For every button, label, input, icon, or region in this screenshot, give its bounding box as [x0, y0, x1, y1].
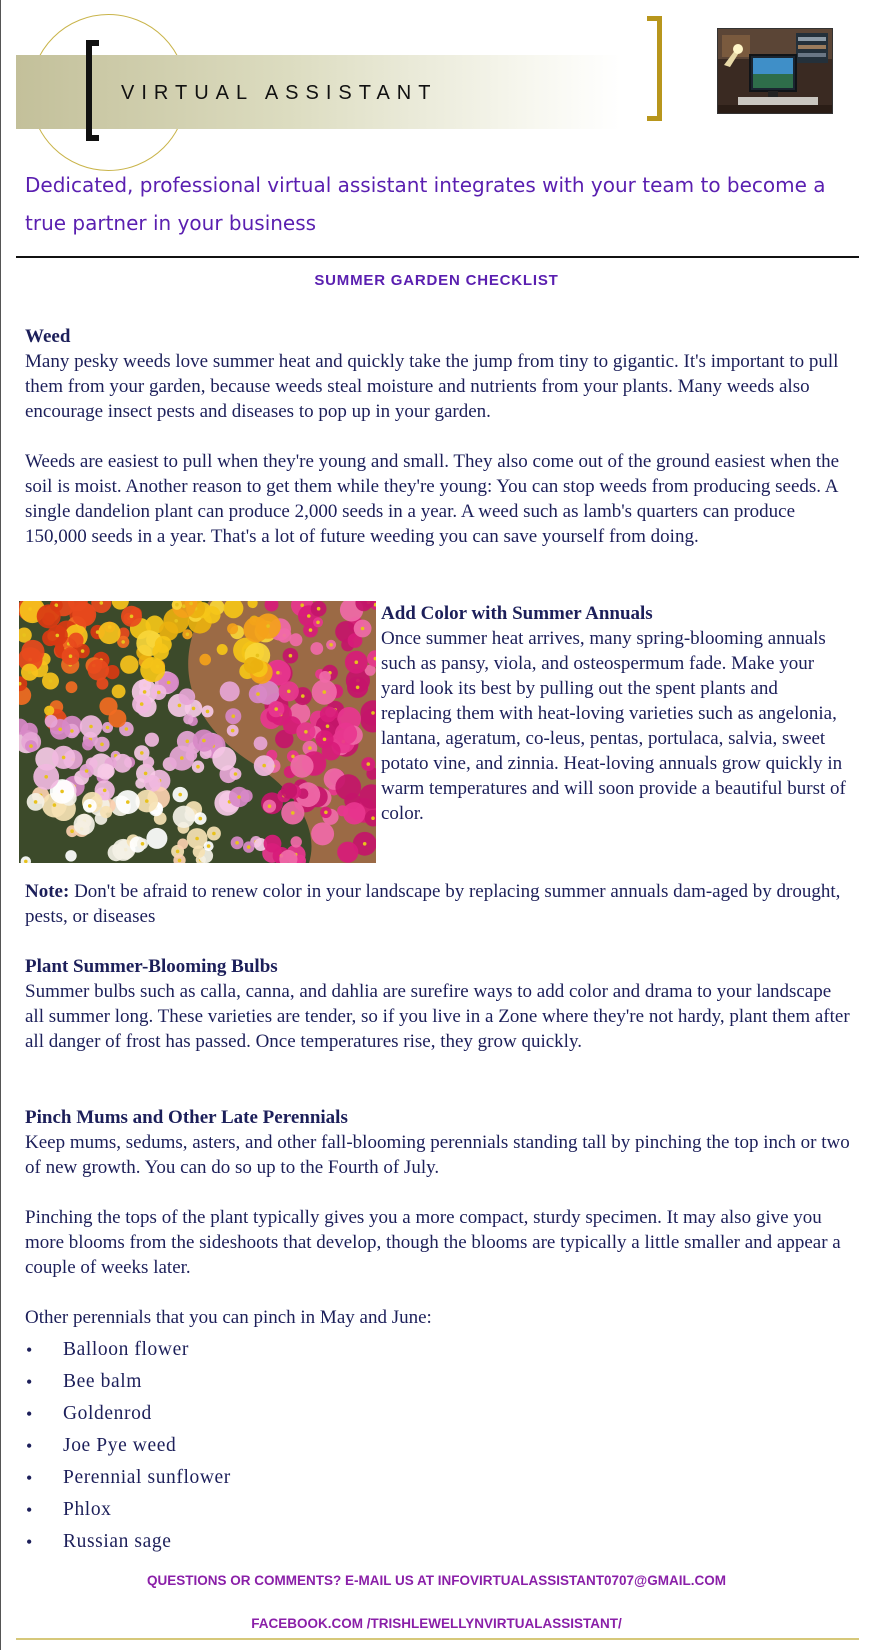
note-paragraph	[25, 879, 850, 929]
list-item: • Phlox	[25, 1494, 625, 1526]
weed-section	[25, 324, 850, 549]
bulbs-heading: Plant Summer-Blooming Bulbs	[25, 956, 278, 977]
tagline: Dedicated, professional virtual assistant integrates with your team to become a true partner in your business	[25, 173, 826, 235]
page-border	[0, 0, 1, 1650]
list-item: • Perennial sunflower	[25, 1462, 625, 1494]
pinch-heading: Pinch Mums and Other Late Perennials	[25, 1107, 348, 1128]
article-title: SUMMER GARDEN CHECKLIST	[314, 272, 559, 289]
bullet-icon: •	[26, 1468, 33, 1488]
list-item: • Russian sage	[25, 1526, 625, 1558]
list-item: • Joe Pye weed	[25, 1430, 625, 1462]
flower-bed-photo	[19, 601, 376, 863]
weed-paragraph-1: Many pesky weeds love summer heat and quickly take the jump from tiny to gigantic. It's important to pull them from your garden, because weeds steal moisture and nutrients from your plants. Many weeds also encourage insect pests and diseases to pop up in your garden.	[25, 351, 839, 422]
list-item: • Balloon flower	[25, 1334, 625, 1366]
list-item: • Bee balm	[25, 1366, 625, 1398]
bullet-icon: •	[26, 1532, 33, 1552]
left-bracket-ornament	[86, 40, 99, 141]
note-section	[25, 879, 850, 929]
footer-divider	[16, 1638, 859, 1640]
weed-heading: Weed	[25, 326, 71, 347]
list-item: • Goldenrod	[25, 1398, 625, 1430]
header-divider	[16, 256, 859, 258]
right-bracket-ornament	[647, 16, 662, 121]
note-label: Note:	[25, 881, 70, 902]
contact-email-line[interactable]: QUESTIONS OR COMMENTS? E-MAIL US AT INFOVIRTUALASSISTANT0707@GMAIL.COM	[147, 1573, 726, 1588]
annuals-heading: Add Color with Summer Annuals	[381, 603, 653, 624]
pinch-section	[25, 1105, 850, 1330]
logo-title: VIRTUAL ASSISTANT	[121, 82, 438, 104]
bullet-icon: •	[26, 1340, 33, 1360]
facebook-link[interactable]: FACEBOOK.COM /TRISHLEWELLYNVIRTUALASSISTANT/	[251, 1616, 622, 1631]
annuals-section	[381, 601, 851, 826]
pinch-paragraph-1: Keep mums, sedums, asters, and other fall-blooming perennials standing tall by pinching the top inch or two of new growth. You can do so up to the Fourth of July.	[25, 1132, 850, 1178]
bulbs-section	[25, 954, 850, 1054]
bullet-icon: •	[26, 1372, 33, 1392]
bulbs-paragraph: Summer bulbs such as calla, canna, and dahlia are surefire ways to add color and drama to your landscape all summer long. These varieties are tender, so if you live in a Zone where they're not hardy, plant them after all danger of frost has passed. Once temperatures rise, they grow quickly.	[25, 981, 850, 1052]
pinch-paragraph-2: Pinching the tops of the plant typically gives you a more compact, sturdy specimen. It may also give you more blooms from the sideshoots that develop, though the blooms are typically a little smaller and appear a couple of weeks later.	[25, 1207, 841, 1278]
office-desk-photo	[717, 28, 833, 114]
note-text: Don't be afraid to renew color in your landscape by replacing summer annuals dam-aged by drought, pests, or diseases	[25, 881, 841, 927]
bullet-icon: •	[26, 1404, 33, 1424]
bullet-icon: •	[26, 1500, 33, 1520]
perennials-list-intro: Other perennials that you can pinch in May and June:	[25, 1307, 432, 1328]
annuals-paragraph: Once summer heat arrives, many spring-blooming annuals such as pansy, viola, and osteospermum fade. Make your yard look its best by pulling out the spent plants and replacing them with heat-loving varieties such as angelonia, lantana, ageratum, co-leus, pentas, portulaca, salvia, sweet potato vine, and zinnia. Heat-loving annuals grow quickly in warm temperatures and will soon provide a beautiful burst of color.	[381, 628, 846, 824]
perennials-list	[25, 1334, 625, 1558]
weed-paragraph-2: Weeds are easiest to pull when they're young and small. They also come out of the ground easiest when the soil is moist. Another reason to get them while they're young: You can stop weeds from producing seeds. A single dandelion plant can produce 2,000 seeds in a year. A weed such as lamb's quarters can produce 150,000 seeds in a year. That's a lot of future weeding you can save yourself from doing.	[25, 451, 840, 547]
bullet-icon: •	[26, 1436, 33, 1456]
